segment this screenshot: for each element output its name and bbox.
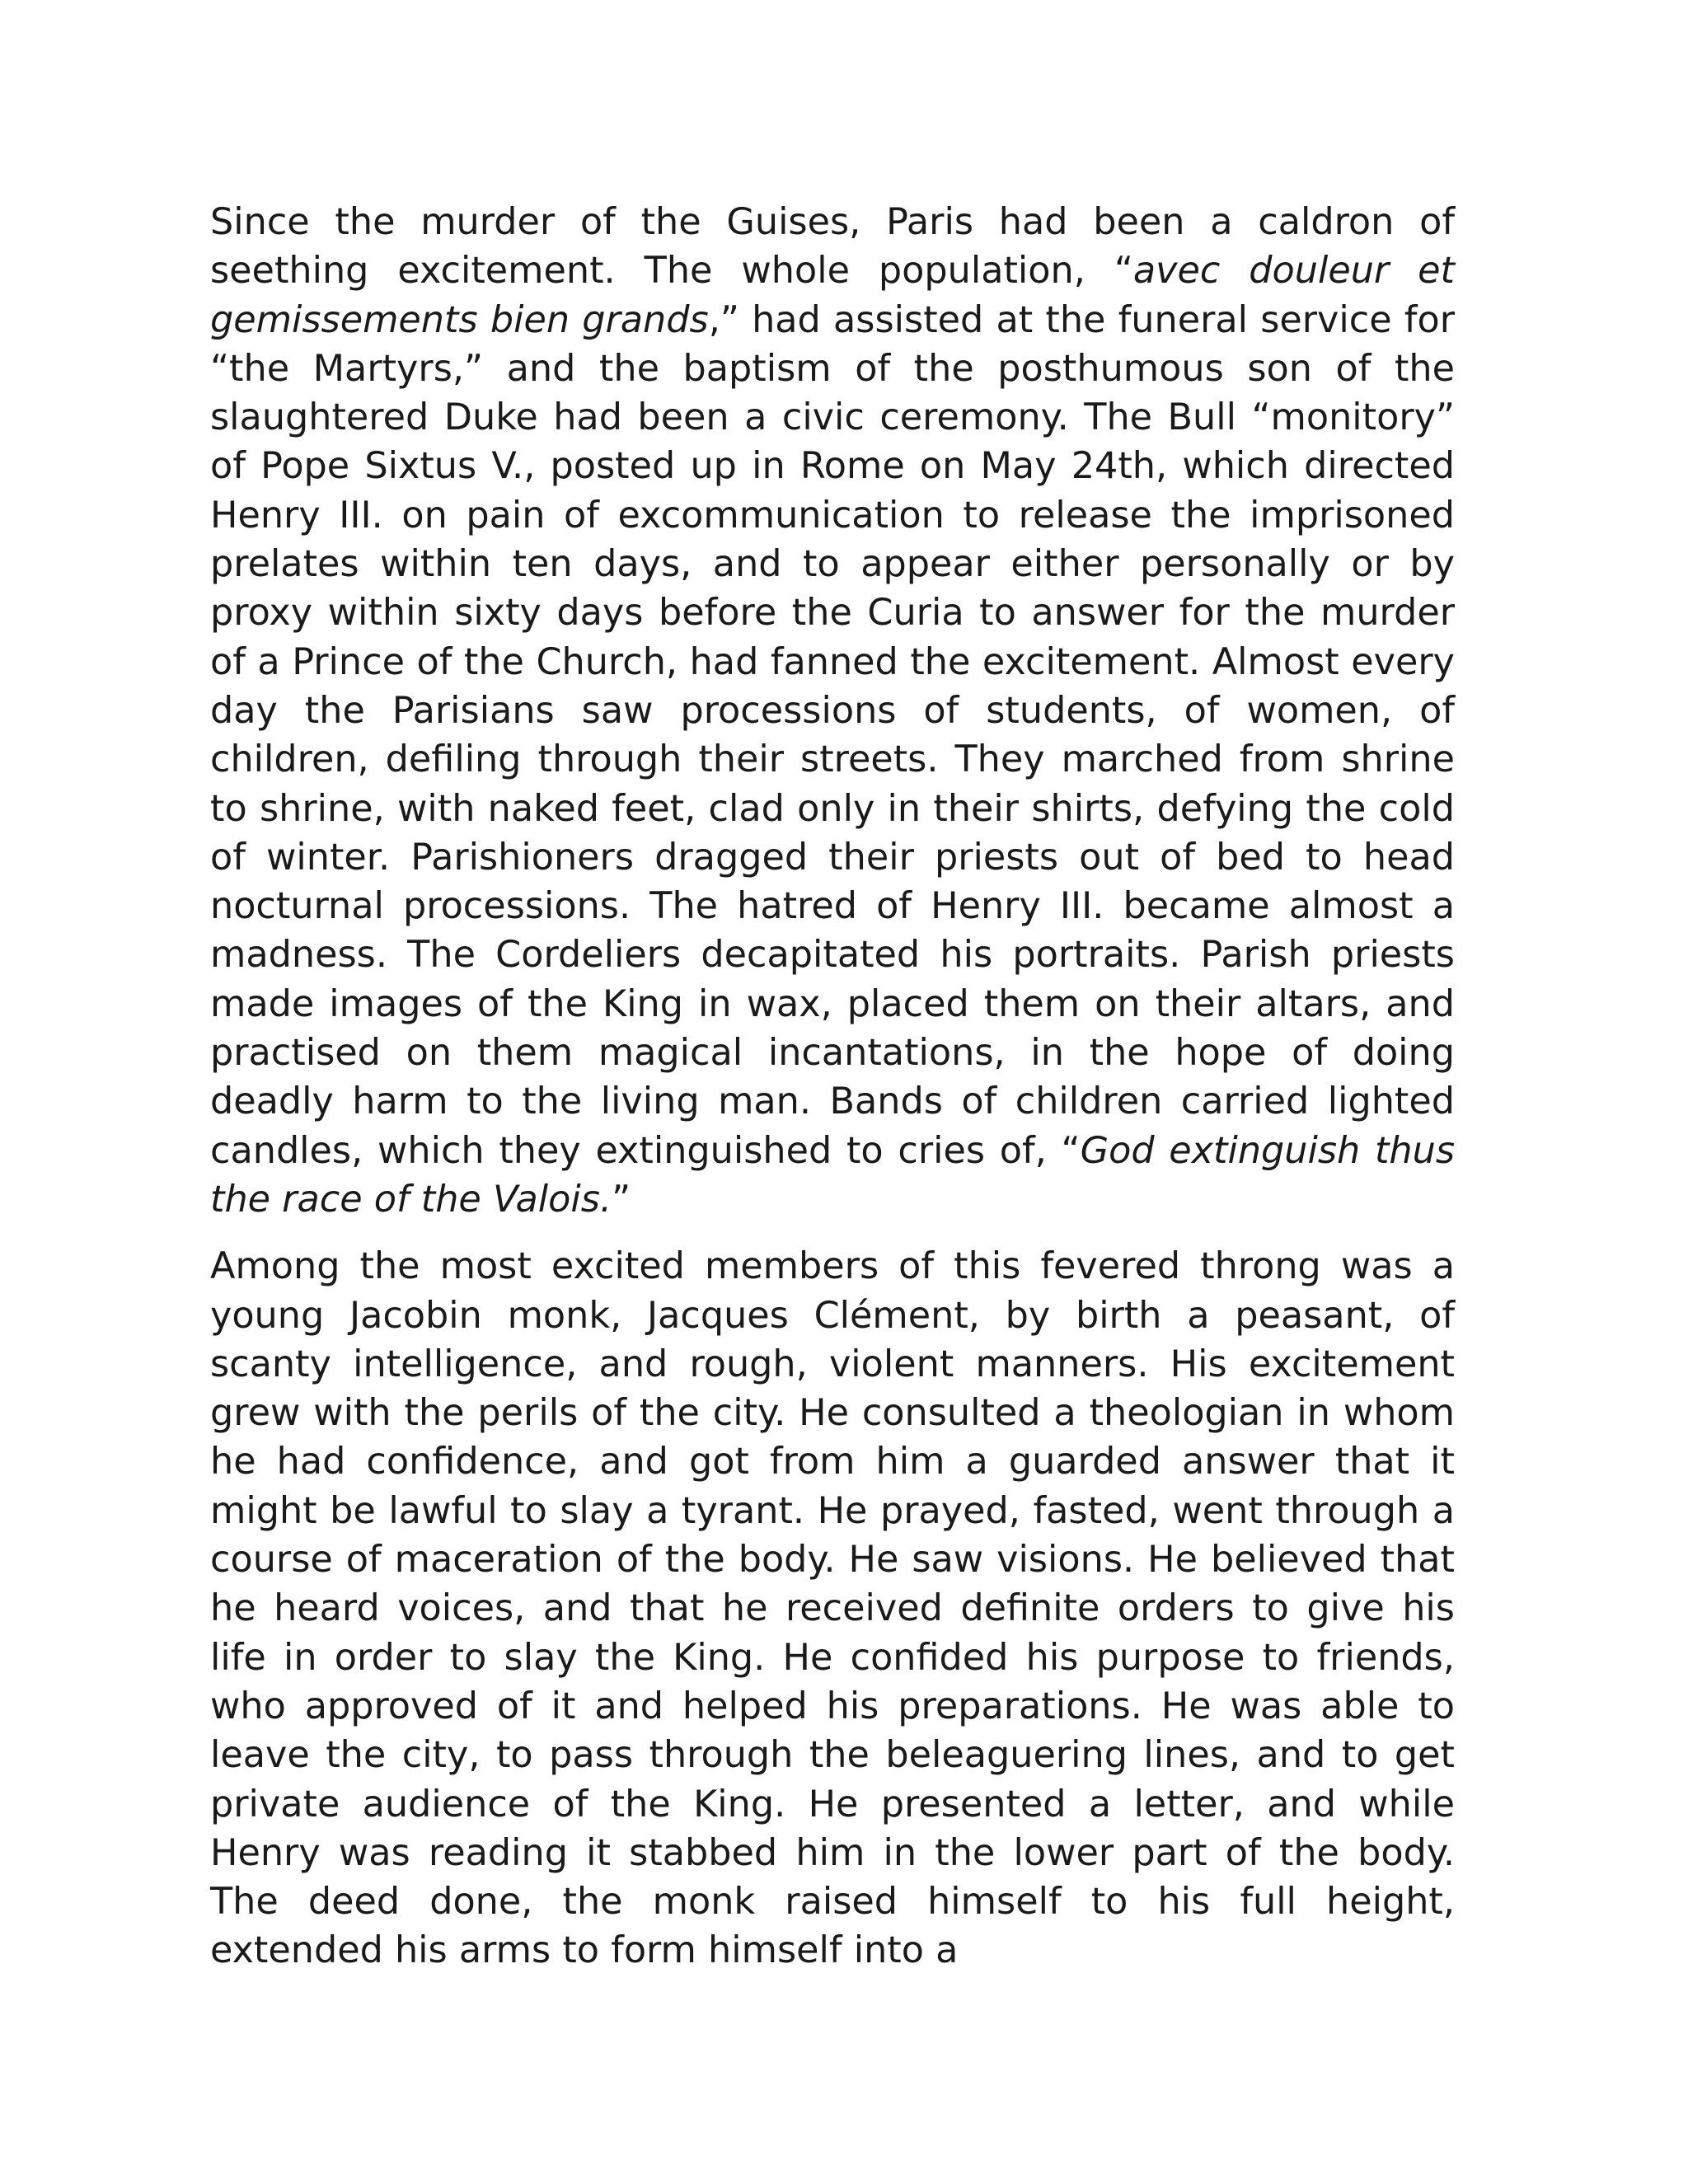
paragraph-1-french-quote: avec douleur et gemissements bien grands bbox=[210, 250, 1455, 341]
paragraph-1-text: Since the murder of the Guises, Paris had been a caldron of seething excitement. The whole population, “ bbox=[210, 201, 1455, 293]
paragraph-1-cry-quote: God extinguish thus the race of the Valois. bbox=[210, 1129, 1455, 1221]
paragraph-1-text-cont: ,” had assisted at the funeral service for “the Martyrs,” and the baptism of the posthumous son of the slaughtered Duke had been a civic ceremony. The Bull “monitory” of Pope Sixtus V., posted up in Rome on May 24th, which directed Henry III. on pain of excommunication to release the imprisoned prelates within ten days, and to appear either personally or by proxy within sixty days before the Curia to answer for the murder of a Prince of the Church, had fanned the excitement. Almost every day the Parisians saw processions of students, of women, of children, defiling through their streets. They marched from shrine to shrine, with naked feet, clad only in their shirts, defying the cold of winter. Parishioners dragged their priests out of bed to head nocturnal processions. The hatred of Henry III. became almost a madness. The Cordeliers decapitated his portraits. Parish priests made images of the King in wax, placed them on their altars, and practised on them magical incantations, in the hope of doing deadly harm to the living man. Bands of children carried lighted candles, which they extinguished to cries of, “ bbox=[210, 298, 1455, 1172]
paragraph-1 bbox=[210, 198, 1455, 1224]
paragraph-1-closing-quote: ” bbox=[612, 1178, 631, 1221]
paragraph-2-text: Among the most excited members of this fevered throng was a young Jacobin monk, Jacques Clément, by birth a peasant, of scanty intelligence, and rough, violent manners. His excitement grew with the perils of the city. He consulted a theologian in whom he had confidence, and got from him a guarded answer that it might be lawful to slay a tyrant. He prayed, fasted, went through a course of maceration of the body. He saw visions. He believed that he heard voices, and that he received definite orders to give his life in order to slay the King. He confided his purpose to friends, who approved of it and helped his preparations. He was able to leave the city, to pass through the beleaguering lines, and to get private audience of the King. He presented a letter, and while Henry was reading it stabbed him in the lower part of the body. The deed done, the monk raised himself to his full height, extended his arms to form himself into a bbox=[210, 1245, 1455, 1972]
text-column bbox=[210, 198, 1455, 1975]
paragraph-2 bbox=[210, 1242, 1455, 1975]
